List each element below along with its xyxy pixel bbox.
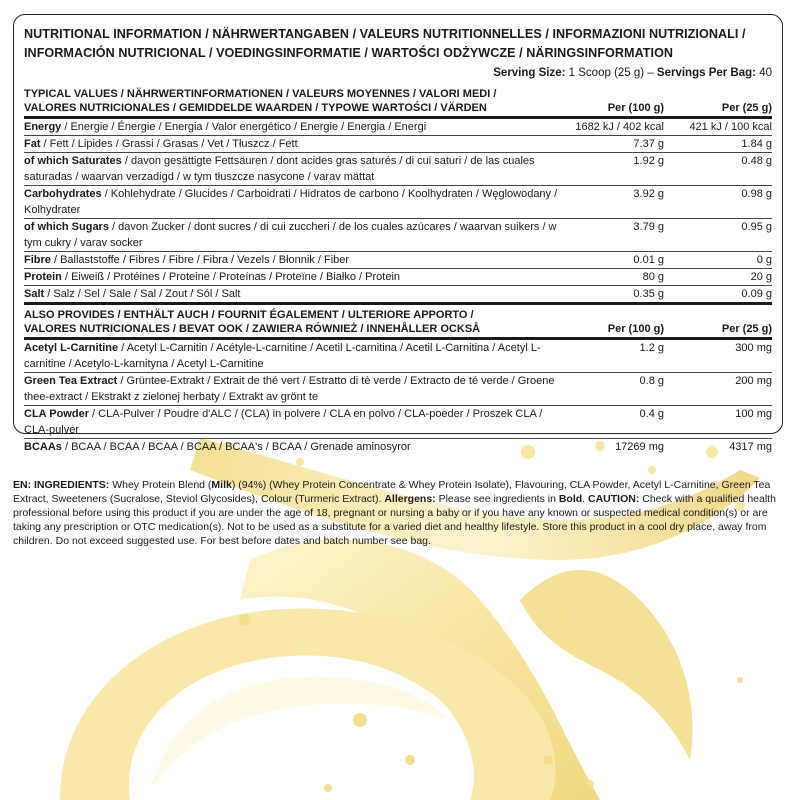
nutrient-name: Fibre — [24, 254, 51, 266]
value-per100: 0.4 g — [639, 408, 664, 420]
value-per25: 0 g — [756, 254, 772, 266]
servings-per-bag-label: Servings Per Bag: — [656, 67, 756, 79]
nutrient-label — [24, 286, 572, 302]
table-row — [24, 406, 772, 439]
value-per100: 1.92 g — [633, 155, 664, 167]
table-row — [24, 153, 772, 186]
also-col-per100: Per (100 g) — [607, 323, 664, 335]
caution-label: CAUTION: — [588, 493, 640, 505]
table-row — [24, 136, 772, 153]
typical-values-header — [24, 87, 772, 119]
table-row — [24, 373, 772, 406]
also-provides-rows — [24, 340, 772, 455]
value-per100: 1.2 g — [639, 342, 664, 354]
typical-header-line2: VALORES NUTRICIONALES / GEMIDDELDE WAARDEN / TYPOWE WARTOŚCI / VÄRDEN — [24, 102, 487, 114]
lang-code: EN: — [13, 479, 32, 491]
nutrient-name: Fat — [24, 138, 41, 150]
serving-size-label: Serving Size: — [493, 67, 566, 79]
value-per25: 200 mg — [735, 375, 772, 387]
servings-per-bag-value: 40 — [759, 67, 772, 79]
also-header-line2: VALORES NUTRICIONALES / BEVAT OOK / ZAWIERA RÓWNIEŻ / INNEHÅLLER OCKSÅ — [24, 323, 481, 335]
value-per25: 0.95 g — [741, 221, 772, 233]
value-per25: 20 g — [750, 271, 772, 283]
nutrient-label — [24, 269, 572, 285]
value-per25: 4317 mg — [729, 441, 772, 453]
nutrient-name: of which Sugars — [24, 221, 109, 233]
value-per100: 0.8 g — [639, 375, 664, 387]
value-per100: 0.35 g — [633, 288, 664, 300]
allergen-milk: Milk — [211, 479, 232, 491]
nutrient-translations: / Eiweiß / Protéines / Proteine / Proteínas / Proteïne / Białko / Protein — [61, 271, 401, 283]
nutrient-label — [24, 373, 572, 405]
value-per25: 1.84 g — [741, 138, 772, 150]
value-per25: 421 kJ / 100 kcal — [689, 121, 772, 133]
value-per25: 0.48 g — [741, 155, 772, 167]
value-per25: 0.09 g — [741, 288, 772, 300]
also-provides-header — [24, 302, 772, 340]
table-row — [24, 219, 772, 252]
nutrient-translations: / davon Zucker / dont sucres / di cui zuccheri / de los cuales azúcares / waarvan suikers / w tym cukry / varav socker — [24, 221, 557, 249]
nutrient-name: of which Saturates — [24, 155, 122, 167]
value-per100: 3.92 g — [633, 188, 664, 200]
ingredients-label: INGREDIENTS: — [34, 479, 110, 491]
nutrient-label — [24, 439, 572, 455]
serving-size-value: 1 Scoop (25 g) — [568, 67, 645, 79]
nutrient-translations: / Kohlehydrate / Glucides / Carboidrati / Hidratos de carbono / Koolhydraten / Węglowodany / Kolhydrater — [24, 188, 558, 216]
nutrient-label — [24, 186, 572, 218]
value-per100: 0.01 g — [633, 254, 664, 266]
serving-info — [24, 65, 772, 82]
also-header-line1: ALSO PROVIDES / ENTHÄLT AUCH / FOURNIT ÉGALEMENT / ULTERIORE APPORTO / — [24, 309, 474, 321]
nutrient-name: Energy — [24, 121, 62, 133]
nutrient-translations: / davon gesättigte Fettsäuren / dont acides gras saturés / di cui saturi / de las cuales saturadas / waarvan verzadigd / w tym tłuszcze nasycone / varav mättat — [24, 155, 535, 183]
ingredients-text: EN: INGREDIENTS: Whey Protein Blend (Milk) (94%) (Whey Protein Concentrate & Whey Protein Isolate), Flavouring, CLA Powder, Acetyl L-Carnitine, Green Tea Extract, Sweeteners (Sucralose, Steviol Glycosides), Colour (Turmeric Extract). Allergens: Please see ingredients in Bold. CAUTION: Check with a qualified health professional before using this product if you are under the age of 18, pregnant or nursing a baby or if you have any known or suspected medical condition(s) or are taking any prescription or OTC medication(s). Not to be used as a substitute for a varied diet and healthy lifestyle. Store this product in a cool dry place, away from children. Do not exceed suggested use. For best before dates and batch number see bag. — [13, 479, 776, 547]
nutrient-label — [24, 136, 572, 152]
value-per100: 17269 mg — [615, 441, 664, 453]
typical-col-per25: Per (25 g) — [721, 102, 772, 114]
value-per25: 300 mg — [735, 342, 772, 354]
nutrient-translations: / Fett / Lipides / Grassi / Grasas / Vet / Tłuszcz / Fett — [40, 138, 298, 150]
typical-col-per100: Per (100 g) — [607, 102, 664, 114]
nutrient-translations: / Acetyl L-Carnitin / Acétyle-L-carnitine / Acetil L-carnitina / Acetil L-Carnitina / Acetyl L-carnitine / Acetylo-L-karnityna / Acetyl L-Carnitine — [24, 342, 541, 370]
nutrient-translations: / Ballaststoffe / Fibres / Fibre / Fibra / Vezels / Błonnik / Fiber — [50, 254, 350, 266]
nutrient-label — [24, 406, 572, 438]
table-row — [24, 439, 772, 455]
table-row — [24, 252, 772, 269]
nutrient-name: Acetyl L-Carnitine — [24, 342, 119, 354]
nutrient-translations: / Energie / Énergie / Energia / Valor energético / Energie / Energia / Energi — [61, 121, 427, 133]
caution-text: Check with a qualified health professional before using this product if you are under the age of 18, pregnant or nursing a baby or if you have any known or suspected medical condition(s) or are taking any prescription or OTC medication(s). Not to be used as a substitute for a varied diet and healthy lifestyle. Store this product in a cool dry place, away from children. Do not exceed suggested use. For best before dates and batch number see bag. — [13, 493, 776, 547]
typical-values-rows — [24, 119, 772, 302]
bold-word: Bold — [558, 493, 583, 505]
nutrient-label — [24, 119, 572, 135]
table-row — [24, 269, 772, 286]
value-per100: 1682 kJ / 402 kcal — [575, 121, 664, 133]
nutrient-name: Salt — [24, 288, 45, 300]
value-per25: 0.98 g — [741, 188, 772, 200]
serving-separator: – — [647, 67, 654, 79]
table-row — [24, 186, 772, 219]
value-per100: 3.79 g — [633, 221, 664, 233]
panel-title-line1: NUTRITIONAL INFORMATION / NÄHRWERTANGABEN / VALEURS NUTRITIONNELLES / INFORMAZIONI NUTRIZIONALI / — [24, 27, 746, 41]
nutrient-translations: / BCAA / BCAA / BCAA / BCAA / BCAA's / BCAA / Grenade aminosyror — [61, 441, 411, 453]
typical-header-line1: TYPICAL VALUES / NÄHRWERTINFORMATIONEN / VALEURS MOYENNES / VALORI MEDI / — [24, 88, 497, 100]
nutrient-name: CLA Powder — [24, 408, 89, 420]
also-col-per25: Per (25 g) — [721, 323, 772, 335]
nutrient-label — [24, 252, 572, 268]
nutrient-name: Protein — [24, 271, 62, 283]
nutrient-translations: / Salz / Sel / Sale / Sal / Zout / Sól / Salt — [44, 288, 241, 300]
nutrient-name: Green Tea Extract — [24, 375, 118, 387]
nutrient-label — [24, 153, 572, 185]
nutrient-translations: / Grüntee-Extrakt / Extrait de thé vert / Estratto di tè verde / Extracto de té verde / Groene thee-extract / Ekstrakt z zielonej herbaty / Extrakt av grönt te — [24, 375, 555, 403]
splash-lower-highlight — [150, 677, 450, 790]
table-row — [24, 340, 772, 373]
value-per100: 7.37 g — [633, 138, 664, 150]
table-row — [24, 286, 772, 302]
nutrient-translations: / CLA-Pulver / Poudre d'ALC / (CLA) in polvere / CLA en polvo / CLA-poeder / Proszek CLA / CLA-pulver — [24, 408, 543, 436]
nutrient-name: BCAAs — [24, 441, 62, 453]
table-row — [24, 119, 772, 136]
nutrient-name: Carbohydrates — [24, 188, 102, 200]
value-per100: 80 g — [642, 271, 664, 283]
nutrient-label — [24, 219, 572, 251]
panel-title-line2: INFORMACIÓN NUTRICIONAL / VOEDINGSINFORMATIE / WARTOŚCI ODŻYWCZE / NÄRINGSINFORMATION — [24, 46, 674, 60]
allergens-label: Allergens: — [384, 493, 436, 505]
nutrition-panel — [13, 14, 783, 453]
value-per25: 100 mg — [735, 408, 772, 420]
nutrient-label — [24, 340, 572, 372]
